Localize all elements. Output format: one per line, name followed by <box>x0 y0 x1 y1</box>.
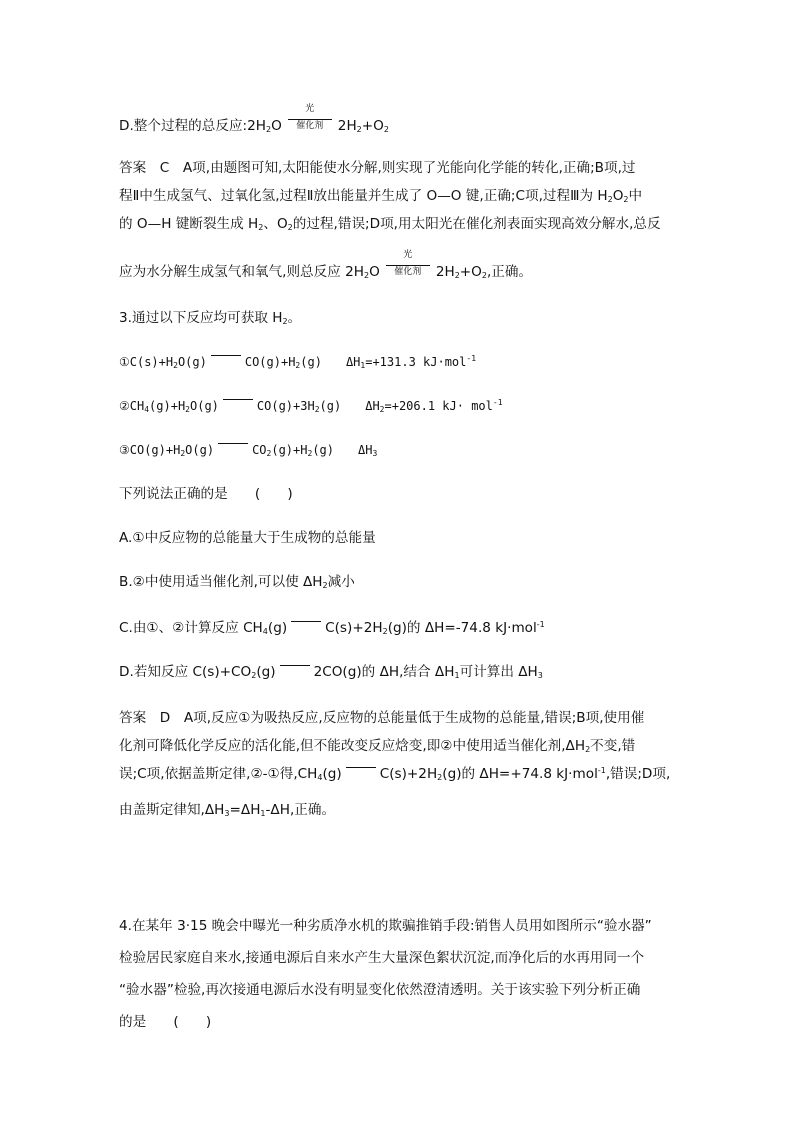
text: CO(g)+3H <box>256 399 315 413</box>
text: =+206.1 kJ· mol <box>384 399 493 413</box>
answer-d-line-4 <box>119 800 335 820</box>
subscript: 2 <box>356 125 362 134</box>
text: 减小 <box>327 574 355 590</box>
text: (g) <box>319 399 342 413</box>
superscript: -1 <box>536 620 545 629</box>
text: (g) <box>267 620 288 636</box>
subscript: 2 <box>258 223 264 232</box>
text: C(s)+2H <box>379 766 438 782</box>
subscript: 1 <box>260 809 266 818</box>
reaction-2 <box>119 396 503 416</box>
text: 、O <box>263 216 288 232</box>
text: 3.通过以下反应均可获取 H <box>119 310 283 326</box>
subscript: 2 <box>585 745 591 754</box>
reaction-3 <box>119 440 377 460</box>
text: O <box>612 188 624 204</box>
subscript: 2 <box>454 271 460 280</box>
reaction-condition-arrow <box>386 250 430 278</box>
subscript: 2 <box>607 195 613 204</box>
text: (g) <box>256 664 276 680</box>
option-c <box>119 618 545 638</box>
text: 误;C项,依据盖斯定律,②-①得,CH <box>119 766 318 782</box>
subscript: 2 <box>287 223 293 232</box>
subscript: 2 <box>251 671 257 680</box>
text: 可计算出 ΔH <box>459 664 538 680</box>
condition-bottom: 催化剂 <box>296 121 324 131</box>
text: B.②中使用适当催化剂,可以使 ΔH <box>119 574 323 590</box>
answer-d-line-2 <box>119 736 635 756</box>
answer-c-line-3 <box>119 214 661 234</box>
text: D.若知反应 C(s)+CO <box>119 664 252 680</box>
text: CO <box>252 443 267 457</box>
text: C.由①、②计算反应 CH <box>119 620 263 636</box>
text: 中 <box>628 188 643 204</box>
subscript: 2 <box>173 361 178 370</box>
superscript: -1 <box>492 398 503 407</box>
equals-sign <box>223 399 253 408</box>
subscript: 3 <box>372 449 378 458</box>
equals-sign <box>218 443 248 452</box>
text: -ΔH,正确。 <box>265 802 336 818</box>
text: O(g) <box>177 355 207 369</box>
equals-sign <box>291 621 321 630</box>
superscript: -1 <box>466 354 477 363</box>
subscript: 2 <box>623 195 629 204</box>
text: 2CO(g)的 ΔH,结合 ΔH <box>313 664 455 680</box>
text: 由盖斯定律知,ΔH <box>119 802 225 818</box>
equals-sign <box>280 665 310 674</box>
subscript: 3 <box>224 809 230 818</box>
text: O <box>271 118 282 134</box>
question-4-line-2: 检验居民家庭自来水,接通电源后自来水产生大量深色絮状沉淀,而净化后的水再用同一个 <box>119 950 645 966</box>
text: ②CH <box>119 399 145 413</box>
text: 的 O—H 键断裂生成 H <box>119 216 259 232</box>
subscript: 2 <box>185 405 190 414</box>
subscript: 2 <box>314 405 320 414</box>
text: D.整个过程的总反应:2H <box>119 118 266 134</box>
condition-bottom: 催化剂 <box>394 267 422 277</box>
reaction-condition-arrow <box>288 104 332 132</box>
subscript: 2 <box>364 271 370 280</box>
text: C(s)+2H <box>325 620 383 636</box>
subscript: 1 <box>454 671 460 680</box>
text: (g)+H <box>271 443 308 457</box>
question-3-stem <box>119 308 301 328</box>
equals-sign <box>211 355 241 364</box>
text: ΔH <box>358 443 373 457</box>
text: 2H <box>435 264 455 280</box>
condition-top: 光 <box>305 104 315 114</box>
text: ①C(s)+H <box>119 355 174 369</box>
subscript: 2 <box>180 449 186 458</box>
text: 2H <box>337 118 357 134</box>
text: =ΔH <box>229 802 261 818</box>
subscript: 4 <box>144 405 150 414</box>
text: O(g) <box>190 399 219 413</box>
text: +O <box>361 118 384 134</box>
arrow-bar <box>386 265 430 266</box>
subscript: 2 <box>307 449 313 458</box>
answer-c-line-1: 答案 C A项,由题图可知,太阳能使水分解,则实现了光能向化学能的转化,正确;B项,过 <box>119 160 636 176</box>
text: +O <box>459 264 482 280</box>
option-a: A.①中反应物的总能量大于生成物的总能量 <box>119 530 376 546</box>
question-4-line-1: 4.在某年 3·15 晚会中曝光一种劣质净水机的欺骗推销手段:销售人员用如图所示“验水器” <box>119 918 652 934</box>
subscript: 3 <box>537 671 543 680</box>
subscript: 2 <box>481 271 487 280</box>
text: ΔH <box>365 399 380 413</box>
subscript: 2 <box>383 125 389 134</box>
text: ,正确。 <box>486 264 533 280</box>
arrow-bar <box>288 119 332 120</box>
subscript: 4 <box>317 773 323 782</box>
text: (g)的 ΔH=+74.8 kJ·mol <box>442 766 598 782</box>
text: CO(g)+H <box>244 355 296 369</box>
subscript: 2 <box>322 581 328 590</box>
text: ③CO(g)+H <box>119 443 181 457</box>
equals-sign <box>346 767 376 776</box>
text: O(g) <box>185 443 215 457</box>
subscript: 4 <box>262 627 268 636</box>
answer-c-line-4 <box>119 250 533 282</box>
option-d-total-reaction <box>119 104 389 136</box>
subscript: 2 <box>437 773 443 782</box>
subscript: 1 <box>360 361 366 370</box>
text: =+131.3 kJ·mol <box>365 355 467 369</box>
question-4-line-4: 的是 ( ) <box>119 1014 212 1030</box>
text: 化剂可降低化学反应的活化能,但不能改变反应焓变,即②中使用适当催化剂,ΔH <box>119 738 586 754</box>
subscript: 2 <box>382 627 388 636</box>
condition-top: 光 <box>403 250 413 260</box>
answer-c-line-2 <box>119 186 642 206</box>
question-3-ask: 下列说法正确的是 ( ) <box>119 486 293 502</box>
text: ,错误;D项, <box>605 766 671 782</box>
text: (g) <box>312 443 334 457</box>
option-d <box>119 662 543 682</box>
answer-d-line-1: 答案 D A项,反应①为吸热反应,反应物的总能量低于生成物的总能量,错误;B项,使用催 <box>119 710 645 726</box>
subscript: 2 <box>379 405 385 414</box>
text: ΔH <box>345 355 361 369</box>
text: 的过程,错误;D项,用太阳光在催化剂表面实现高效分解水,总反 <box>292 216 661 232</box>
text: (g)的 ΔH=-74.8 kJ·mol <box>387 620 537 636</box>
subscript: 2 <box>295 361 301 370</box>
text: (g)+H <box>149 399 186 413</box>
reaction-1 <box>119 352 476 372</box>
subscript: 2 <box>266 449 272 458</box>
subscript: 2 <box>282 317 288 326</box>
subscript: 2 <box>266 125 272 134</box>
text: 。 <box>287 310 302 326</box>
option-b <box>119 572 355 592</box>
text: O <box>369 264 380 280</box>
text: 应为水分解生成氢气和氧气,则总反应 2H <box>119 264 365 280</box>
text: 程Ⅱ中生成氢气、过氧化氢,过程Ⅱ放出能量并生成了 O—O 键,正确;C项,过程Ⅲ为 H <box>119 188 608 204</box>
question-4-line-3: “验水器”检验,再次接通电源后水没有明显变化依然澄清透明。关于该实验下列分析正确 <box>119 982 641 998</box>
text: 不变,错 <box>590 738 636 754</box>
answer-d-line-3 <box>119 764 670 784</box>
text: (g) <box>322 766 342 782</box>
text: (g) <box>300 355 322 369</box>
superscript: -1 <box>597 766 606 775</box>
